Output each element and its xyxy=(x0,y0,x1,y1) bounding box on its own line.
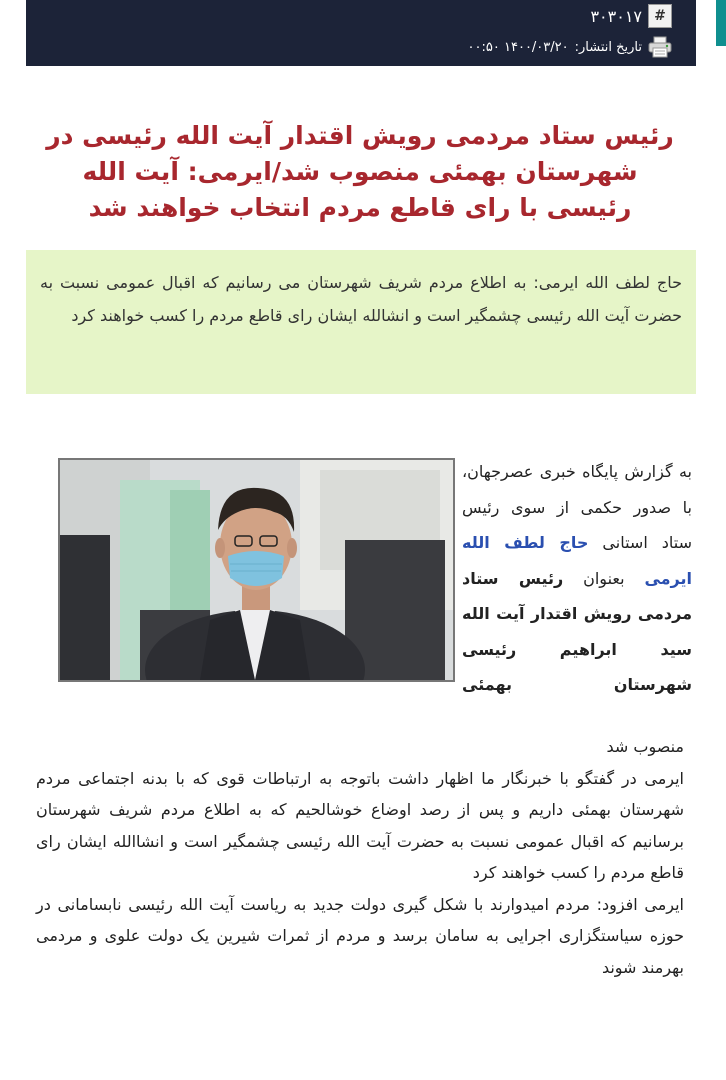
intro-text-3: منصوب شد xyxy=(606,737,684,756)
intro-continuation xyxy=(36,731,684,763)
article-id: ۳۰۳۰۱۷ xyxy=(590,6,642,26)
publish-date-value: ۱۴۰۰/۰۳/۲۰ ۰۰:۵۰ xyxy=(467,39,569,55)
article-id-row xyxy=(590,4,672,28)
body-paragraph-2: ایرمی افزود: مردم امیدوارند با شکل گیری دولت جدید به ریاست آیت الله رئیسی نابسامانی در حوزه سیاستگزاری اجرایی به سامان برسد و مردم از ثمرات شیرین یک دولت علوی و مردمی بهرمند شوند xyxy=(36,894,684,977)
article-lead: حاج لطف الله ایرمی: به اطلاع مردم شریف شهرستان می رسانیم که اقبال عمومی نسبت به حضرت آیت الله رئیسی چشمگیر است و انشالله ایشان رای قاطع مردم را کسب خواهند کرد xyxy=(26,250,696,394)
body-paragraph-1: ایرمی در گفتگو با خبرنگار ما اظهار داشت باتوجه به ارتباطات قوی که با بدنه اجتماعی مردم شهرستان بهمئی داریم و پس از رصد اوضاع خوشالحیم که به اطلاع مردم شریف شهرستان برسانیم که اقبال عمومی نسبت به حضرت آیت الله رئیسی چشمگیر است و انشاالله ایشان رای قاطع مردم را کسب خواهند کرد xyxy=(36,768,684,882)
portrait-illustration xyxy=(60,460,453,680)
official-name-link[interactable]: حاج لطف الله ایرمی xyxy=(462,533,692,588)
article-intro xyxy=(462,454,692,703)
edge-accent xyxy=(716,0,726,46)
publish-date-row xyxy=(468,36,672,58)
intro-text-1: به گزارش پایگاه خبری عصرجهان، با صدور حکمی از سوی رئیس ستاد استانی xyxy=(462,462,692,552)
article-meta-bar xyxy=(26,0,696,66)
article-photo xyxy=(58,458,455,682)
intro-text-2: بعنوان xyxy=(563,568,645,588)
article-title: رئیس ستاد مردمی رویش اقتدار آیت الله رئیسی در شهرستان بهمئی منصوب شد/ایرمی: آیت الله رئیسی با رای قاطع مردم انتخاب خواهند شد xyxy=(46,121,674,222)
printer-icon[interactable] xyxy=(648,36,672,58)
article-body xyxy=(36,731,684,983)
hashtag-icon: # xyxy=(648,4,672,28)
intro-position: رئیس ستاد مردمی رویش اقتدار آیت الله سید ابراهیم رئیسی شهرستان بهمئی xyxy=(462,568,692,694)
publish-date-label: تاریخ انتشار: xyxy=(574,39,642,55)
